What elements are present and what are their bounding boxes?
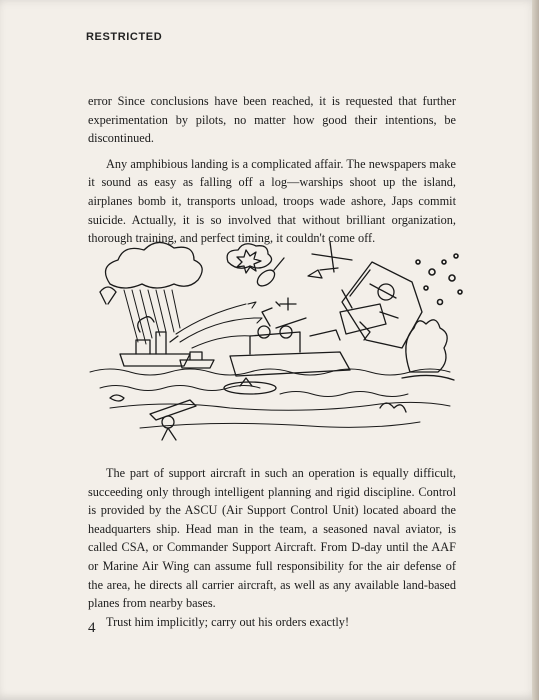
text-block-bottom [88,464,456,631]
running-head: RESTRICTED [86,31,163,43]
page-edge [532,0,539,700]
paragraph-support-aircraft: The part of support aircraft in such an operation is equally difficult, succeeding only through intelligent planning and rigid discipline. Control is provided by the ASCU (Air Support Control Unit) located aboard the headquarters ship. Head man in the team, a seasoned naval aviator, is called CSA, or Commander Support Aircraft. From D-day until the AAF or Marine Air Wing can assume full responsibility for the air defense of the area, he directs all carrier aircraft, as well as any available land-based planes from nearby bases. [88,466,456,611]
paragraph-trust-him: Trust him implicitly; carry out his orders exactly! [106,614,350,629]
paragraph-continuation: error Since conclusions have been reached, it is requested that further experimentation by pilots, no matter how good their intentions, be discontinued. [88,94,456,146]
amphibious-landing-cartoon-icon [80,232,472,452]
paragraph-amphibious-landing: Any amphibious landing is a complicated affair. The newspapers make it sound as easy as falling off a log—warships shoot up the island, airplanes bomb it, transports unload, troops wade ashore, Japs commit suicide. Actually, it is so involved that without brilliant organization, thorough training, and perfect timing, it couldn't come off. [88,156,456,246]
page-number: 4 [88,620,96,636]
text-block-top [88,92,456,248]
